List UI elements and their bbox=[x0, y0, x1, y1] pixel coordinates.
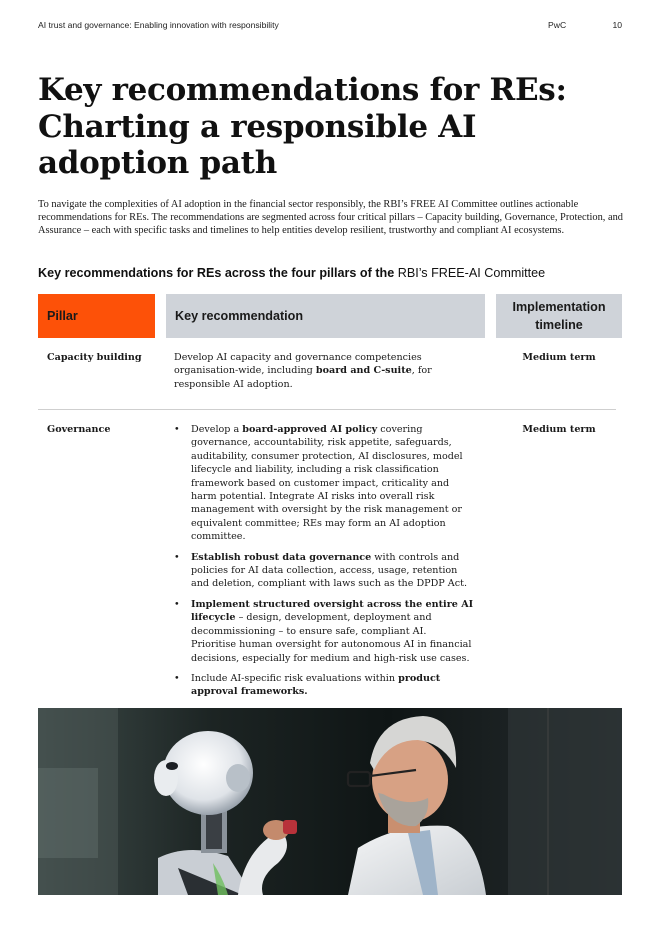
rec-text-bold: board and C-suite bbox=[315, 365, 412, 377]
brand-name: PwC bbox=[548, 20, 567, 30]
bullet-text: covering governance, accountability, risk appetite, safeguards, auditability, consumer protection, AI disclosures, model lifecycle and liability, including a risk classification framework based on customer impact, criticality and harm potential. Integrate AI risks into overall risk management with oversight by the risk management or equivalent committee; REs may form an AI adoption committee. bbox=[191, 424, 463, 543]
bullet-text-bold: product approval frameworks. bbox=[191, 672, 441, 698]
rec-text: Develop AI capacity and governance competencies organisation-wide, including bbox=[174, 352, 422, 377]
intro-paragraph: To navigate the complexities of AI adoption in the financial sector responsibly, the RBI’s FREE AI Committee outlines actionable recommendations for REs. The recommendations are segmented across four critical pillars – Capacity building, Governance, Protection, and Assurance – each with specific tasks and timelines to help entities develop resilient, trustworthy and compliant AI ecosystems. bbox=[38, 199, 623, 237]
row-governance-timeline: Medium term bbox=[522, 424, 596, 435]
row-governance-recommendation bbox=[174, 423, 474, 706]
bullet-text: Include AI-specific risk evaluations within bbox=[191, 672, 399, 684]
bullet-text-bold: Implement structured oversight across the entire AI lifecycle bbox=[191, 598, 474, 624]
column-header-timeline: Implementation timeline bbox=[496, 294, 622, 338]
bullet-text: Develop a bbox=[191, 424, 243, 435]
table-caption bbox=[38, 266, 628, 280]
page-header bbox=[38, 20, 622, 32]
governance-bullet-list bbox=[174, 423, 474, 699]
row-governance-pillar: Governance bbox=[47, 424, 111, 435]
list-item bbox=[174, 423, 474, 544]
column-header-recommendation: Key recommendation bbox=[166, 294, 485, 338]
row-capacity-pillar: Capacity building bbox=[47, 352, 142, 363]
page-title: Key recommendations for REs: Charting a responsible AI adoption path bbox=[38, 72, 567, 181]
document-title: AI trust and governance: Enabling innovation with responsibility bbox=[38, 20, 279, 30]
bullet-glyph: • bbox=[174, 551, 180, 563]
table-caption-bold: Key recommendations for REs across the four pillars of the bbox=[38, 266, 395, 280]
bullet-text-bold: board-approved AI policy bbox=[242, 424, 378, 435]
bullet-text: – design, development, deployment and decommissioning – to ensure safe, compliant AI. Prioritise human oversight for autonomous AI in financial decisions, especially for medium and high-risk use cases. bbox=[191, 612, 472, 664]
page-number: 10 bbox=[612, 20, 622, 30]
bullet-glyph: • bbox=[174, 672, 180, 684]
row-capacity-timeline: Medium term bbox=[522, 352, 596, 363]
list-item bbox=[174, 598, 474, 665]
list-item bbox=[174, 551, 474, 591]
robot-engineer-photo bbox=[38, 708, 622, 895]
bullet-text-bold: Establish robust data governance bbox=[191, 551, 372, 563]
list-item bbox=[174, 672, 474, 699]
bullet-glyph: • bbox=[174, 598, 180, 610]
bullet-glyph: • bbox=[174, 424, 180, 435]
row-capacity-recommendation bbox=[174, 351, 474, 391]
rec-text: , for responsible AI adoption. bbox=[174, 365, 432, 390]
column-header-pillar: Pillar bbox=[38, 294, 155, 338]
bullet-text: with controls and policies for AI data collection, access, usage, retention and deletion, compliant with laws such as the DPDP Act. bbox=[191, 551, 468, 590]
table-caption-regular: RBI’s FREE-AI Committee bbox=[397, 266, 546, 280]
row-divider bbox=[38, 409, 616, 410]
